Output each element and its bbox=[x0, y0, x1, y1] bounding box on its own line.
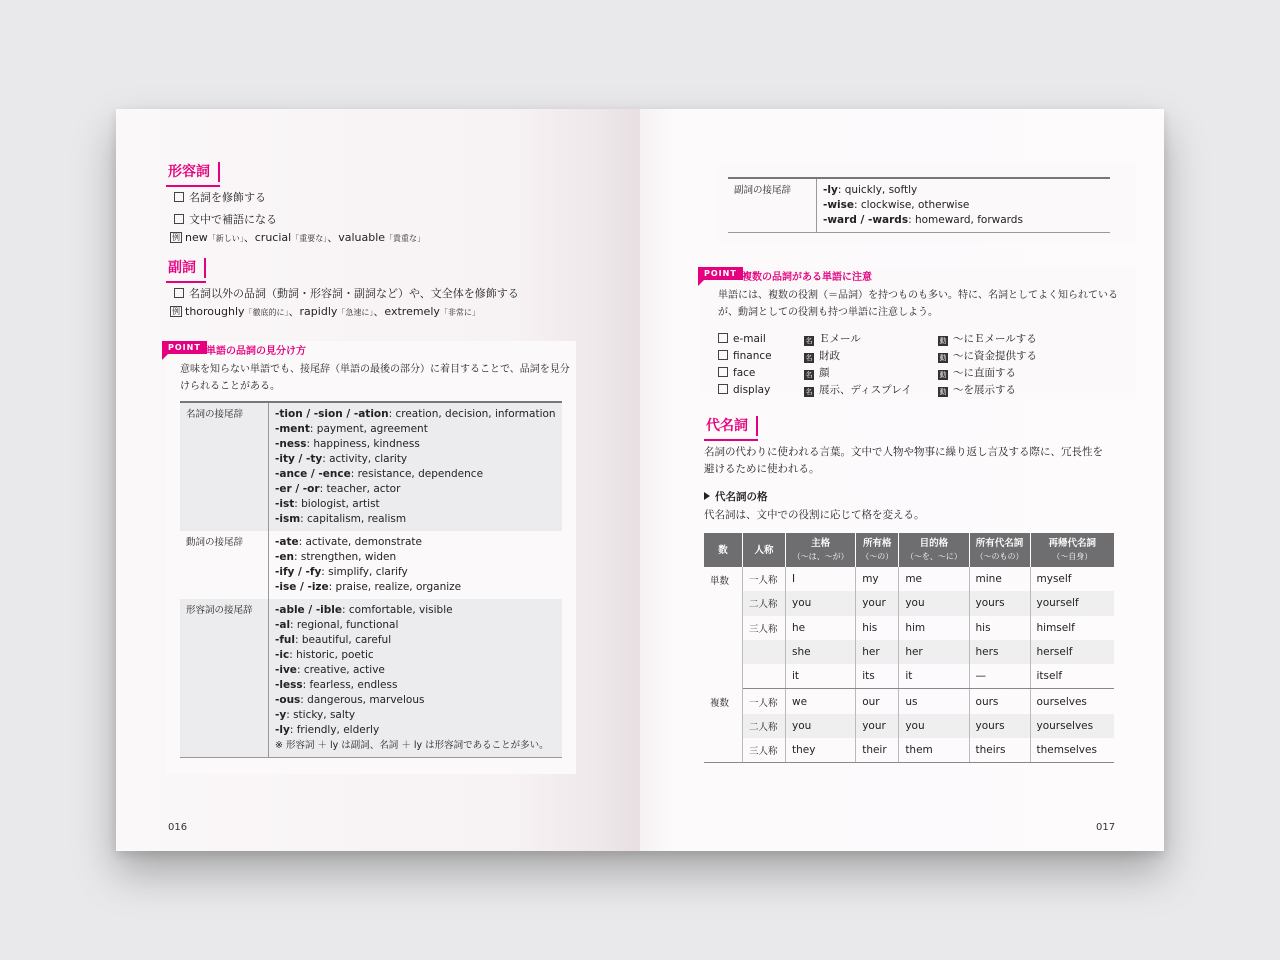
checkbox-icon bbox=[174, 192, 184, 202]
table-cell: my bbox=[856, 567, 899, 591]
suffix-category: 形容詞の接尾辞 bbox=[180, 599, 269, 758]
table-cell: themselves bbox=[1030, 738, 1114, 763]
table-cell: we bbox=[786, 689, 856, 714]
adjective-heading: 形容詞 bbox=[166, 161, 220, 183]
adverb-example: 例 thoroughly「徹底的に」、rapidly「急速に」、extremely「非常に」 bbox=[172, 305, 480, 318]
table-cell: it bbox=[899, 664, 969, 689]
point-title: 単語の品詞の見分け方 bbox=[206, 346, 306, 357]
table-cell: her bbox=[856, 640, 899, 664]
page-number-left: 016 bbox=[168, 822, 188, 833]
table-cell: they bbox=[786, 738, 856, 763]
table-cell: she bbox=[786, 640, 856, 664]
suffix-table bbox=[180, 401, 562, 758]
person-cell: 一人称 bbox=[743, 689, 786, 714]
table-cell: his bbox=[969, 616, 1030, 640]
checkbox-icon bbox=[718, 350, 728, 360]
right-page bbox=[640, 109, 1164, 851]
table-cell: you bbox=[899, 591, 969, 615]
table-row bbox=[704, 689, 1114, 714]
table-cell: I bbox=[786, 567, 856, 591]
table-header bbox=[704, 533, 1114, 567]
pronoun-description: 名詞の代わりに使われる言葉。文中で人物や物事に繰り返し言及する際に、冗長性を 避けるために使われる。 bbox=[704, 446, 1103, 475]
table-row bbox=[704, 616, 1114, 640]
pronoun-case-table bbox=[704, 533, 1114, 763]
table-cell: you bbox=[899, 714, 969, 738]
table-cell: hers bbox=[969, 640, 1030, 664]
person-cell: 一人称 bbox=[743, 567, 786, 591]
checkbox-icon bbox=[718, 367, 728, 377]
table-cell: herself bbox=[1030, 640, 1114, 664]
example-mark: 例 bbox=[172, 307, 180, 316]
point-title: 複数の品詞がある単語に注意 bbox=[742, 272, 872, 283]
book-spread bbox=[116, 109, 1164, 851]
column-header: 主格 （～は、～が） bbox=[786, 533, 856, 567]
person-cell: 三人称 bbox=[743, 738, 786, 763]
table-cell: you bbox=[786, 714, 856, 738]
table-cell: our bbox=[856, 689, 899, 714]
suffix-category: 名詞の接尾辞 bbox=[180, 402, 269, 531]
column-header: 数 bbox=[704, 533, 743, 567]
table-cell: ourselves bbox=[1036, 695, 1087, 708]
checklist-item: 文中で補語になる bbox=[174, 213, 277, 227]
table-cell: you bbox=[786, 591, 856, 615]
pronoun-case-description: 代名詞は、文中での役割に応じて格を変える。 bbox=[704, 509, 925, 521]
column-header: 所有代名詞 （～のもの） bbox=[969, 533, 1030, 567]
table-row bbox=[704, 567, 1114, 591]
point-tag: POINT bbox=[162, 341, 207, 354]
suffix-list: -ly: quickly, softly -wise: clockwise, otherwise -ward / -wards: homeward, forwards bbox=[817, 178, 1111, 233]
suffix-list: -ate: activate, demonstrate -en: strengthen, widen -ify / -fy: simplify, clarify -ise / -ize: praise, realize, organize bbox=[275, 536, 462, 593]
suffix-row-adjective bbox=[180, 599, 562, 758]
table-cell: us bbox=[899, 689, 969, 714]
table-cell: her bbox=[899, 640, 969, 664]
table-cell: mine bbox=[969, 567, 1030, 591]
noun-mark-icon: 名 bbox=[805, 388, 813, 396]
left-page bbox=[116, 109, 640, 851]
triangle-bullet-icon bbox=[704, 492, 710, 500]
table-row bbox=[704, 664, 1114, 689]
noun-mark-icon: 名 bbox=[805, 354, 813, 362]
adjective-example: 例 new「新しい」、crucial「重要な」、valuable「貴重な」 bbox=[172, 231, 426, 244]
suffix-row-noun bbox=[180, 402, 562, 531]
table-cell: them bbox=[899, 738, 969, 763]
suffix-note: ※ 形容詞 ＋ ly は副詞、名詞 ＋ ly は形容詞であることが多い。 bbox=[275, 740, 549, 751]
adverb-suffix-box bbox=[718, 163, 1136, 243]
table-row bbox=[704, 738, 1114, 763]
table-cell: ours bbox=[969, 689, 1030, 714]
table-cell: me bbox=[899, 567, 969, 591]
table-row bbox=[704, 591, 1114, 615]
table-row bbox=[704, 714, 1114, 738]
point-description: 単語には、複数の役割（＝品詞）を持つものも多い。特に、名詞としてよく知られている が、動詞としての役割も持つ単語に注意しよう。 bbox=[718, 290, 1118, 318]
example-mark: 例 bbox=[172, 233, 180, 242]
point-box-part-of-speech bbox=[166, 341, 576, 774]
number-cell: 単数 bbox=[704, 567, 743, 689]
checkbox-icon bbox=[718, 384, 728, 394]
table-cell: yourself bbox=[1030, 591, 1114, 615]
suffix-row-verb bbox=[180, 531, 562, 599]
page-number-right: 017 bbox=[1096, 822, 1116, 833]
pronoun-case-subheading: 代名詞の格 bbox=[704, 489, 768, 506]
point-tag: POINT bbox=[698, 267, 743, 280]
noun-mark-icon: 名 bbox=[805, 337, 813, 345]
column-header: 所有格 （～の） bbox=[856, 533, 899, 567]
checklist-item: 名詞以外の品詞（動詞・形容詞・副詞など）や、文全体を修飾する bbox=[174, 287, 519, 301]
noun-mark-icon: 名 bbox=[805, 371, 813, 379]
table-cell: itself bbox=[1030, 664, 1114, 689]
suffix-list: -able / -ible: comfortable, visible -al: regional, functional -ful: beautiful, careful -ic: historic, poetic -ive: creative, active -less: fearless, endless -ous: dangerous, marvelous -y: sticky, salty -ly: friendly, elderly ※ 形容詞 ＋ ly は副詞、名詞 ＋ ly は形容詞であることが多い。 bbox=[269, 599, 563, 758]
table-cell: it bbox=[786, 664, 856, 689]
suffix-category: 動詞の接尾辞 bbox=[180, 531, 269, 599]
verb-mark-icon: 動 bbox=[939, 337, 947, 345]
column-header: 再帰代名詞 （～自身） bbox=[1030, 533, 1114, 567]
table-cell: him bbox=[899, 616, 969, 640]
table-cell: his bbox=[856, 616, 899, 640]
pronoun-heading: 代名詞 bbox=[704, 415, 758, 437]
column-header: 人称 bbox=[743, 533, 786, 567]
verb-mark-icon: 動 bbox=[939, 354, 947, 362]
table-cell: its bbox=[856, 664, 899, 689]
table-cell: yours bbox=[969, 714, 1030, 738]
person-cell bbox=[743, 640, 786, 664]
table-cell: yours bbox=[969, 591, 1030, 615]
adverb-heading: 副詞 bbox=[166, 257, 206, 279]
table-cell: your bbox=[856, 714, 899, 738]
person-cell: 三人称 bbox=[743, 616, 786, 640]
verb-mark-icon: 動 bbox=[939, 388, 947, 396]
verb-mark-icon: 動 bbox=[939, 371, 947, 379]
number-cell: 複数 bbox=[704, 689, 743, 763]
checkbox-icon bbox=[718, 333, 728, 343]
checkbox-icon bbox=[174, 288, 184, 298]
table-cell: theirs bbox=[969, 738, 1030, 763]
table-cell: — bbox=[969, 664, 1030, 689]
table-cell: he bbox=[786, 616, 856, 640]
suffix-category: 副詞の接尾辞 bbox=[728, 178, 817, 233]
column-header: 目的格 （～を、～に） bbox=[899, 533, 969, 567]
person-cell bbox=[743, 664, 786, 689]
checklist-item: 名詞を修飾する bbox=[174, 191, 266, 205]
suffix-list: -tion / -sion / -ation: creation, decision, information -ment: payment, agreement -ness: happiness, kindness -ity / -ty: activity, clarity -ance / -ence: resistance, dependence -er / -or: teacher, actor -ist: biologist, artist -ism: capitalism, realism bbox=[269, 402, 563, 531]
checkbox-icon bbox=[174, 214, 184, 224]
point-box-multiple-pos: POINT 複数の品詞がある単語に注意 単語には、複数の役割（＝品詞）を持つものも多い。特に、名詞としてよく知られている が、動詞としての役割も持つ単語に注意しよう。 e-mail 名 Ｅメール 動 ～にＥメールする finance 名 財政 動 ～に資金提供する face 名 顔 動 ～に直面する display 名 展示、ディスプレイ 動 ～を展示する bbox=[702, 267, 1136, 399]
table-cell: yourselves bbox=[1030, 714, 1114, 738]
person-cell: 二人称 bbox=[743, 714, 786, 738]
table-cell: myself bbox=[1036, 573, 1072, 586]
point-description: 意味を知らない単語でも、接尾辞（単語の最後の部分）に着目することで、品詞を見分 けられることがある。 bbox=[180, 364, 570, 392]
table-cell: your bbox=[856, 591, 899, 615]
adverb-suffix-table bbox=[728, 177, 1110, 233]
table-cell: their bbox=[856, 738, 899, 763]
table-row bbox=[704, 640, 1114, 664]
suffix-row-adverb bbox=[728, 178, 1110, 233]
table-cell: himself bbox=[1036, 621, 1075, 634]
person-cell: 二人称 bbox=[743, 591, 786, 615]
